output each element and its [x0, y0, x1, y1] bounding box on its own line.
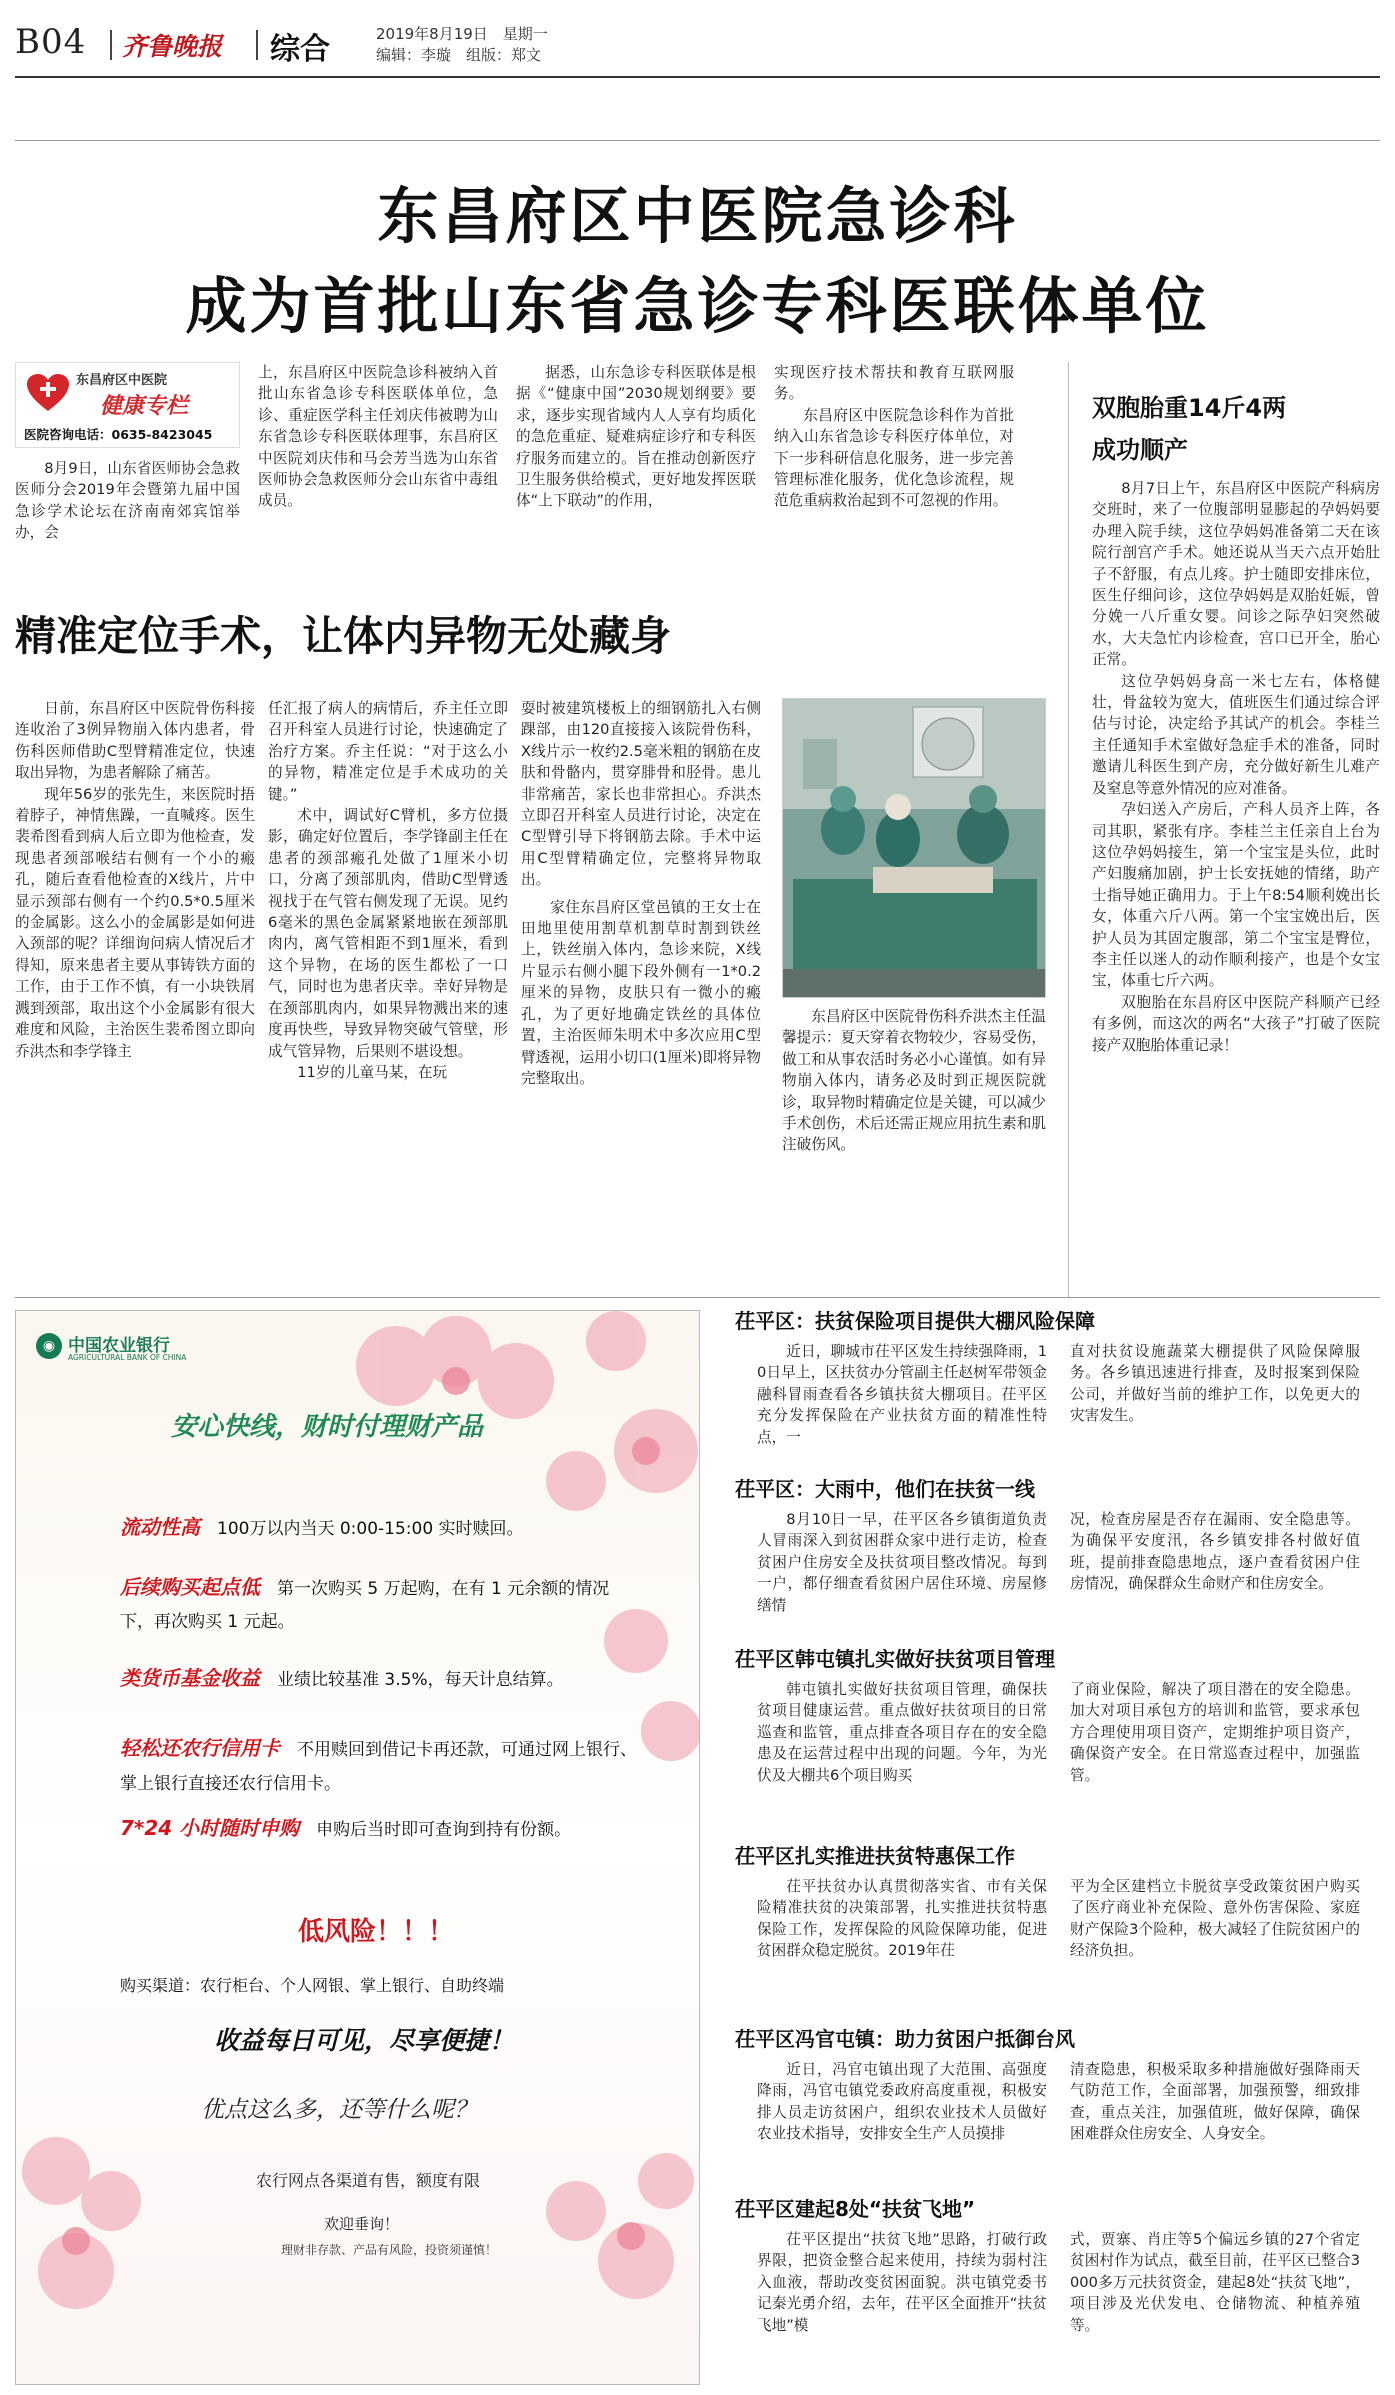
ad-tagline: 收益每日可见，尽享便捷！: [214, 2026, 515, 2055]
brief-right: 了商业保险，解决了项目潜在的安全隐患。加大对项目承包方的培训和监管，要求承包方合理使用项目资产，定期维护项目资产，确保资产安全。在日常巡查过程中，加强监管。: [1070, 1681, 1360, 1784]
ad-welcome: 欢迎垂询！: [324, 2215, 400, 2233]
twins-title-line2: 成功顺产: [1092, 436, 1188, 464]
bank-name-en: AGRICULTURAL BANK OF CHINA: [68, 1353, 187, 1362]
brief-right: 式，贾寨、肖庄等5个偏远乡镇的27个省定贫困村作为试点，截至目前，茌平区已整合3000多万元扶贫资金，建起8处“扶贫飞地”，项目涉及光伏发电、仓储物流、种植养殖等。: [1070, 2231, 1360, 2334]
health-column-logo: [15, 362, 240, 448]
ad-disclaimer: 理财非存款、产品有风险，投资须谨慎！: [281, 2243, 498, 2257]
twins-article-body: 8月7日上午，东昌府区中医院产科病房交班时，来了一位腹部明显膨起的孕妈妈要办理入院手续，这位孕妈妈准备第二天在该院行剖宫产手术。她还说从当天六点开始肚子不舒服，有点儿疼。护士随即安排床位，医生仔细问诊，这位孕妈妈是双胎妊娠，曾分娩一八斤重女婴。问诊之际孕妇突然破水，大夫急忙内诊检查，宫口已开全，胎心正常。 这位孕妈妈身高一米七左右，体格健壮，骨盆较为宽大，值班医生们通过综合评估与讨论，决定给予其试产的机会。李桂兰主任通知手术室做好急症手术的准备，同时邀请儿科医生到产房，充分做好新生儿难产及窒息等意外情况的应对准备。 孕妇送入产房后，产科人员齐上阵，各司其职，紧张有序。李桂兰主任亲自上台为这位孕妈妈接生，第一个宝宝是头位，此时产妇腹痛加剧，护士长安抚她的情绪，助产士指导她正确用力。于上午8:54顺利娩出长女，体重六斤八两。第一个宝宝娩出后，医护人员为其固定腹部，第二个宝宝是臀位，李主任以迷人的动作顺利接产，也是个女宝宝，体重七斤六两。 双胞胎在东昌府区中医院产科顺产已经有多例，而这次的两名“大孩子”打破了医院接产双胞胎体重记录！: [1092, 480, 1380, 1054]
brief-title: 茌平区建起8处“扶贫飞地”: [735, 2197, 976, 2221]
ad-channels: 购买渠道：农行柜台、个人网银、掌上银行、自助终端: [120, 1976, 505, 1995]
ad-sale-note: 农行网点各渠道有售，额度有限: [256, 2171, 481, 2190]
brief-title: 茌平区：大雨中，他们在扶贫一线: [735, 1477, 1035, 1501]
brief-left: 茌平扶贫办认真贯彻落实省、市有关保险精准扶贫的决策部署，扎实推进扶贫特惠保险工作，发挥保险的风险保障功能，促进贫困群众稳定脱贫。2019年茌: [757, 1878, 1047, 1960]
main-article-col1: 8月9日，山东省医师协会急救医师分会2019年会暨第九届中国急诊学术论坛在济南南郊宾馆举办，会: [15, 460, 240, 542]
surgery-photo: [782, 698, 1046, 998]
brief-left: 韩屯镇扎实做好扶贫项目管理，确保扶贫项目健康运营。重点做好扶贫项目的日常巡查和监管，重点排查各项目存在的安全隐患及在运营过程中出现的问题。今年，为光伏及大棚共6个项目购买: [757, 1681, 1047, 1784]
brief-title: 茌平区扎实推进扶贫特惠保工作: [735, 1844, 1015, 1868]
main-title-line2: 成为首批山东省急诊专科医联体单位: [185, 271, 1210, 342]
abc-logo-icon: ◉: [36, 1333, 62, 1359]
masthead-divider: [256, 30, 258, 60]
brief-left: 近日，冯官屯镇出现了大范围、高强度降雨，冯官屯镇党委政府高度重视，积极安排人员走访贫困户，组织农业技术人员做好农业技术指导，安排安全生产人员摸排: [757, 2061, 1047, 2143]
paper-name: 齐鲁晚报: [122, 32, 223, 61]
ad-item: 流动性高 100万以内当天 0:00-15:00 实时赎回。: [120, 1515, 524, 1539]
brief-4: [735, 1842, 1380, 1960]
editor-credit: 编辑：李璇 组版：郑文: [376, 46, 542, 64]
main-article-col3: 据悉，山东急诊专科医联体是根据《“健康中国”2030规划纲要》要求，逐步实现省域内人人享有均质化的急危重症、疑难病症诊疗和专科医疗服务而建立的。旨在推动创新医疗卫生服务供给模式，更好地发挥医联体“上下联动”的作用，: [516, 364, 756, 510]
brief-right: 况，检查房屋是否存在漏雨、安全隐患等。为确保平安度汛，各乡镇安排各村做好值班，提前排查隐患地点，逐户查看贫困户住房情况，确保群众生命财产和住房安全。: [1070, 1511, 1360, 1593]
brief-right: 清查隐患，积极采取多种措施做好强降雨天气防范工作，全面部署，加强预警，细致排查，重点关注，加强值班，做好保障，确保困难群众住房安全、人身安全。: [1070, 2061, 1360, 2143]
masthead-divider: [110, 30, 112, 60]
section-rule: [15, 1297, 1380, 1298]
brief-3: [735, 1645, 1380, 1784]
brief-right: 平为全区建档立卡脱贫享受政策贫困户购买了医疗商业补充保险、意外伤害保险、家庭财产保险3个险种，极大减轻了住院贫困户的经济负担。: [1070, 1878, 1360, 1960]
twins-title-line1: 双胞胎重14斤4两: [1092, 394, 1287, 422]
brief-2: [735, 1475, 1380, 1614]
main-article-col4: 实现医疗技术帮扶和教育互联网服务。 东昌府区中医院急诊科作为首批纳入山东省急诊专科医疗体单位，对下一步科研信息化服务，进一步完善管理标准化服务，优化急诊流程，规范危重病救治起到不可忽视的作用。: [774, 364, 1014, 510]
surgery-col3: 耍时被建筑楼板上的细钢筋扎入右侧踝部，由120直接接入该院骨伤科，X线片示一枚约2.5毫米粗的钢筋在皮肤和骨骼内，贯穿腓骨和胫骨。患儿非常痛苦，家长也非常担心。乔洪杰立即召开科室人员进行讨论，决定在C型臂引导下将钢筋去除。手术中运用C型臂精确定位，完整将异物取出。 家住东昌府区堂邑镇的王女士在田地里使用割草机割草时割到铁丝上，铁丝崩入体内，急诊来院，X线片显示右侧小腿下段外侧有一1*0.2厘米的异物，皮肤只有一微小的瘢孔，为了更好地确定铁丝的具体位置，主治医师朱明术中多次应用C型臂透视，运用小切口(1厘米)即将异物完整取出。: [521, 700, 761, 1087]
ad-item: 类货币基金收益 业绩比较基准 3.5%，每天计息结算。: [120, 1666, 564, 1690]
ad-item: 轻松还农行信用卡 不用赎回到借记卡再还款，可通过网上银行、掌上银行直接还农行信用卡。: [120, 1736, 637, 1794]
main-article-col2: 上，东昌府区中医院急诊科被纳入首批山东省急诊专科医联体单位，急诊、重症医学科主任刘庆伟被聘为山东省急诊专科医联体理事，东昌府区中医院刘庆伟和马会芳当选为山东省医师协会急救医师分会山东省中毒组成员。: [258, 364, 498, 510]
page-number: B04: [15, 22, 87, 62]
ad-item: 7*24 小时随时申购 申购后当时即可查询到持有份额。: [120, 1816, 572, 1840]
logo-hospital-name: 东昌府区中医院: [76, 373, 168, 388]
ad-headline: 安心快线，财时付理财产品: [171, 1412, 484, 1442]
brief-1: [735, 1307, 1380, 1446]
column-divider: [1068, 362, 1069, 1297]
main-title-line1: 东昌府区中医院急诊科: [377, 181, 1018, 252]
brief-title: 茌平区：扶贫保险项目提供大棚风险保障: [735, 1309, 1095, 1333]
heart-logo-icon: [26, 373, 70, 413]
ad-low-risk: 低风险！！！: [298, 1917, 455, 1947]
masthead-thin-rule: [15, 140, 1380, 141]
brief-6: [735, 2195, 1380, 2334]
ad-question: 优点这么多，还等什么呢？: [201, 2097, 477, 2123]
bank-advertisement: [15, 1310, 700, 2385]
brief-left: 近日，聊城市茌平区发生持续强降雨，10日早上，区扶贫办分管副主任赵树军带领金融科冒雨查看各乡镇扶贫大棚项目。茌平区充分发挥保险在产业扶贫方面的精准性特点，一: [757, 1343, 1047, 1446]
bank-name: 中国农业银行: [68, 1336, 170, 1356]
logo-phone: 医院咨询电话：0635-8423045: [24, 427, 213, 442]
issue-date: 2019年8月19日 星期一: [376, 25, 548, 43]
brief-left: 茌平区提出“扶贫飞地”思路，打破行政界限，把资金整合起来使用，持续为弱村注入血液，帮助改变贫困面貌。洪屯镇党委书记秦光勇介绍，去年，茌平区全面推开“扶贫飞地”模: [757, 2231, 1047, 2334]
section-name: 综合: [270, 32, 330, 67]
brief-5: [735, 2025, 1380, 2143]
brief-left: 8月10日一早，茌平区各乡镇街道负责人冒雨深入到贫困群众家中进行走访，检查贫困户住房安全及扶贫项目整改情况。每到一户，都仔细查看贫困户居住环境、房屋修缮情: [757, 1511, 1047, 1614]
logo-column-name: 健康专栏: [100, 394, 189, 419]
masthead-rule: [15, 76, 1380, 78]
surgery-col1: 日前，东昌府区中医院骨伤科接连收治了3例异物崩入体内患者，骨伤科医师借助C型臂精准定位，快速取出异物，为患者解除了痛苦。 现年56岁的张先生，来医院时捂着脖子，神情焦躁，一直喊疼。医生裴希图看到病人后立即为他检查，发现患者颈部喉结右侧有一个小的瘢孔，随后查看他检查的X线片，片中显示颈部右侧有一个约0.5*0.5厘米的金属影。这么小的金属影是如何进入颈部的呢？详细询问病人情况后才得知，原来患者主要从事铸铁方面的工作，由于工作不慎，有一小块铁屑溅到颈部，取出这个小金属影有很大难度和风险，主治医生裴希图立即向乔洪杰和李学锋主: [15, 700, 255, 1060]
brief-title: 茌平区冯官屯镇：助力贫困户抵御台风: [735, 2027, 1075, 2051]
surgery-col2: 任汇报了病人的病情后，乔主任立即召开科室人员进行讨论，快速确定了治疗方案。乔主任说：“对于这么小的异物，精准定位是手术成功的关键。” 术中，调试好C臂机，多方位摄影，确定好位置后，李学锋副主任在患者的颈部瘢孔处做了1厘米小切口，分离了颈部肌肉，借助C型臂透视找于在气管右侧发现了无误。见约6毫米的黑色金属紧紧地嵌在颈部肌肉内，离气管相距不到1厘米，看到这个异物，在场的医生都松了一口气，同时也为患者庆幸。幸好异物是在颈部肌肉内，如果异物溅出来的速度再快些，导致异物突破气管壁，形成气管异物，后果则不堪设想。 11岁的儿童马某，在玩: [268, 700, 508, 1081]
brief-right: 直对扶贫设施蔬菜大棚提供了风险保障服务。各乡镇迅速进行排查，及时报案到保险公司，并做好当前的维护工作，以免更大的灾害发生。: [1070, 1343, 1360, 1425]
photo-caption: 东昌府区中医院骨伤科乔洪杰主任温馨提示：夏天穿着衣物较少，容易受伤，做工和从事农活时务必小心谨慎。如有异物崩入体内，请务必及时到正规医院就诊，取异物时精确定位是关键，可以减少手术创伤，术后还需正规应用抗生素和肌注破伤风。: [782, 1008, 1046, 1154]
ad-item: 后续购买起点低 第一次购买 5 万起购，在有 1 元余额的情况下，再次购买 1 元起。: [120, 1575, 610, 1632]
brief-title: 茌平区韩屯镇扎实做好扶贫项目管理: [735, 1647, 1055, 1671]
surgery-title: 精准定位手术，让体内异物无处藏身: [15, 612, 671, 660]
